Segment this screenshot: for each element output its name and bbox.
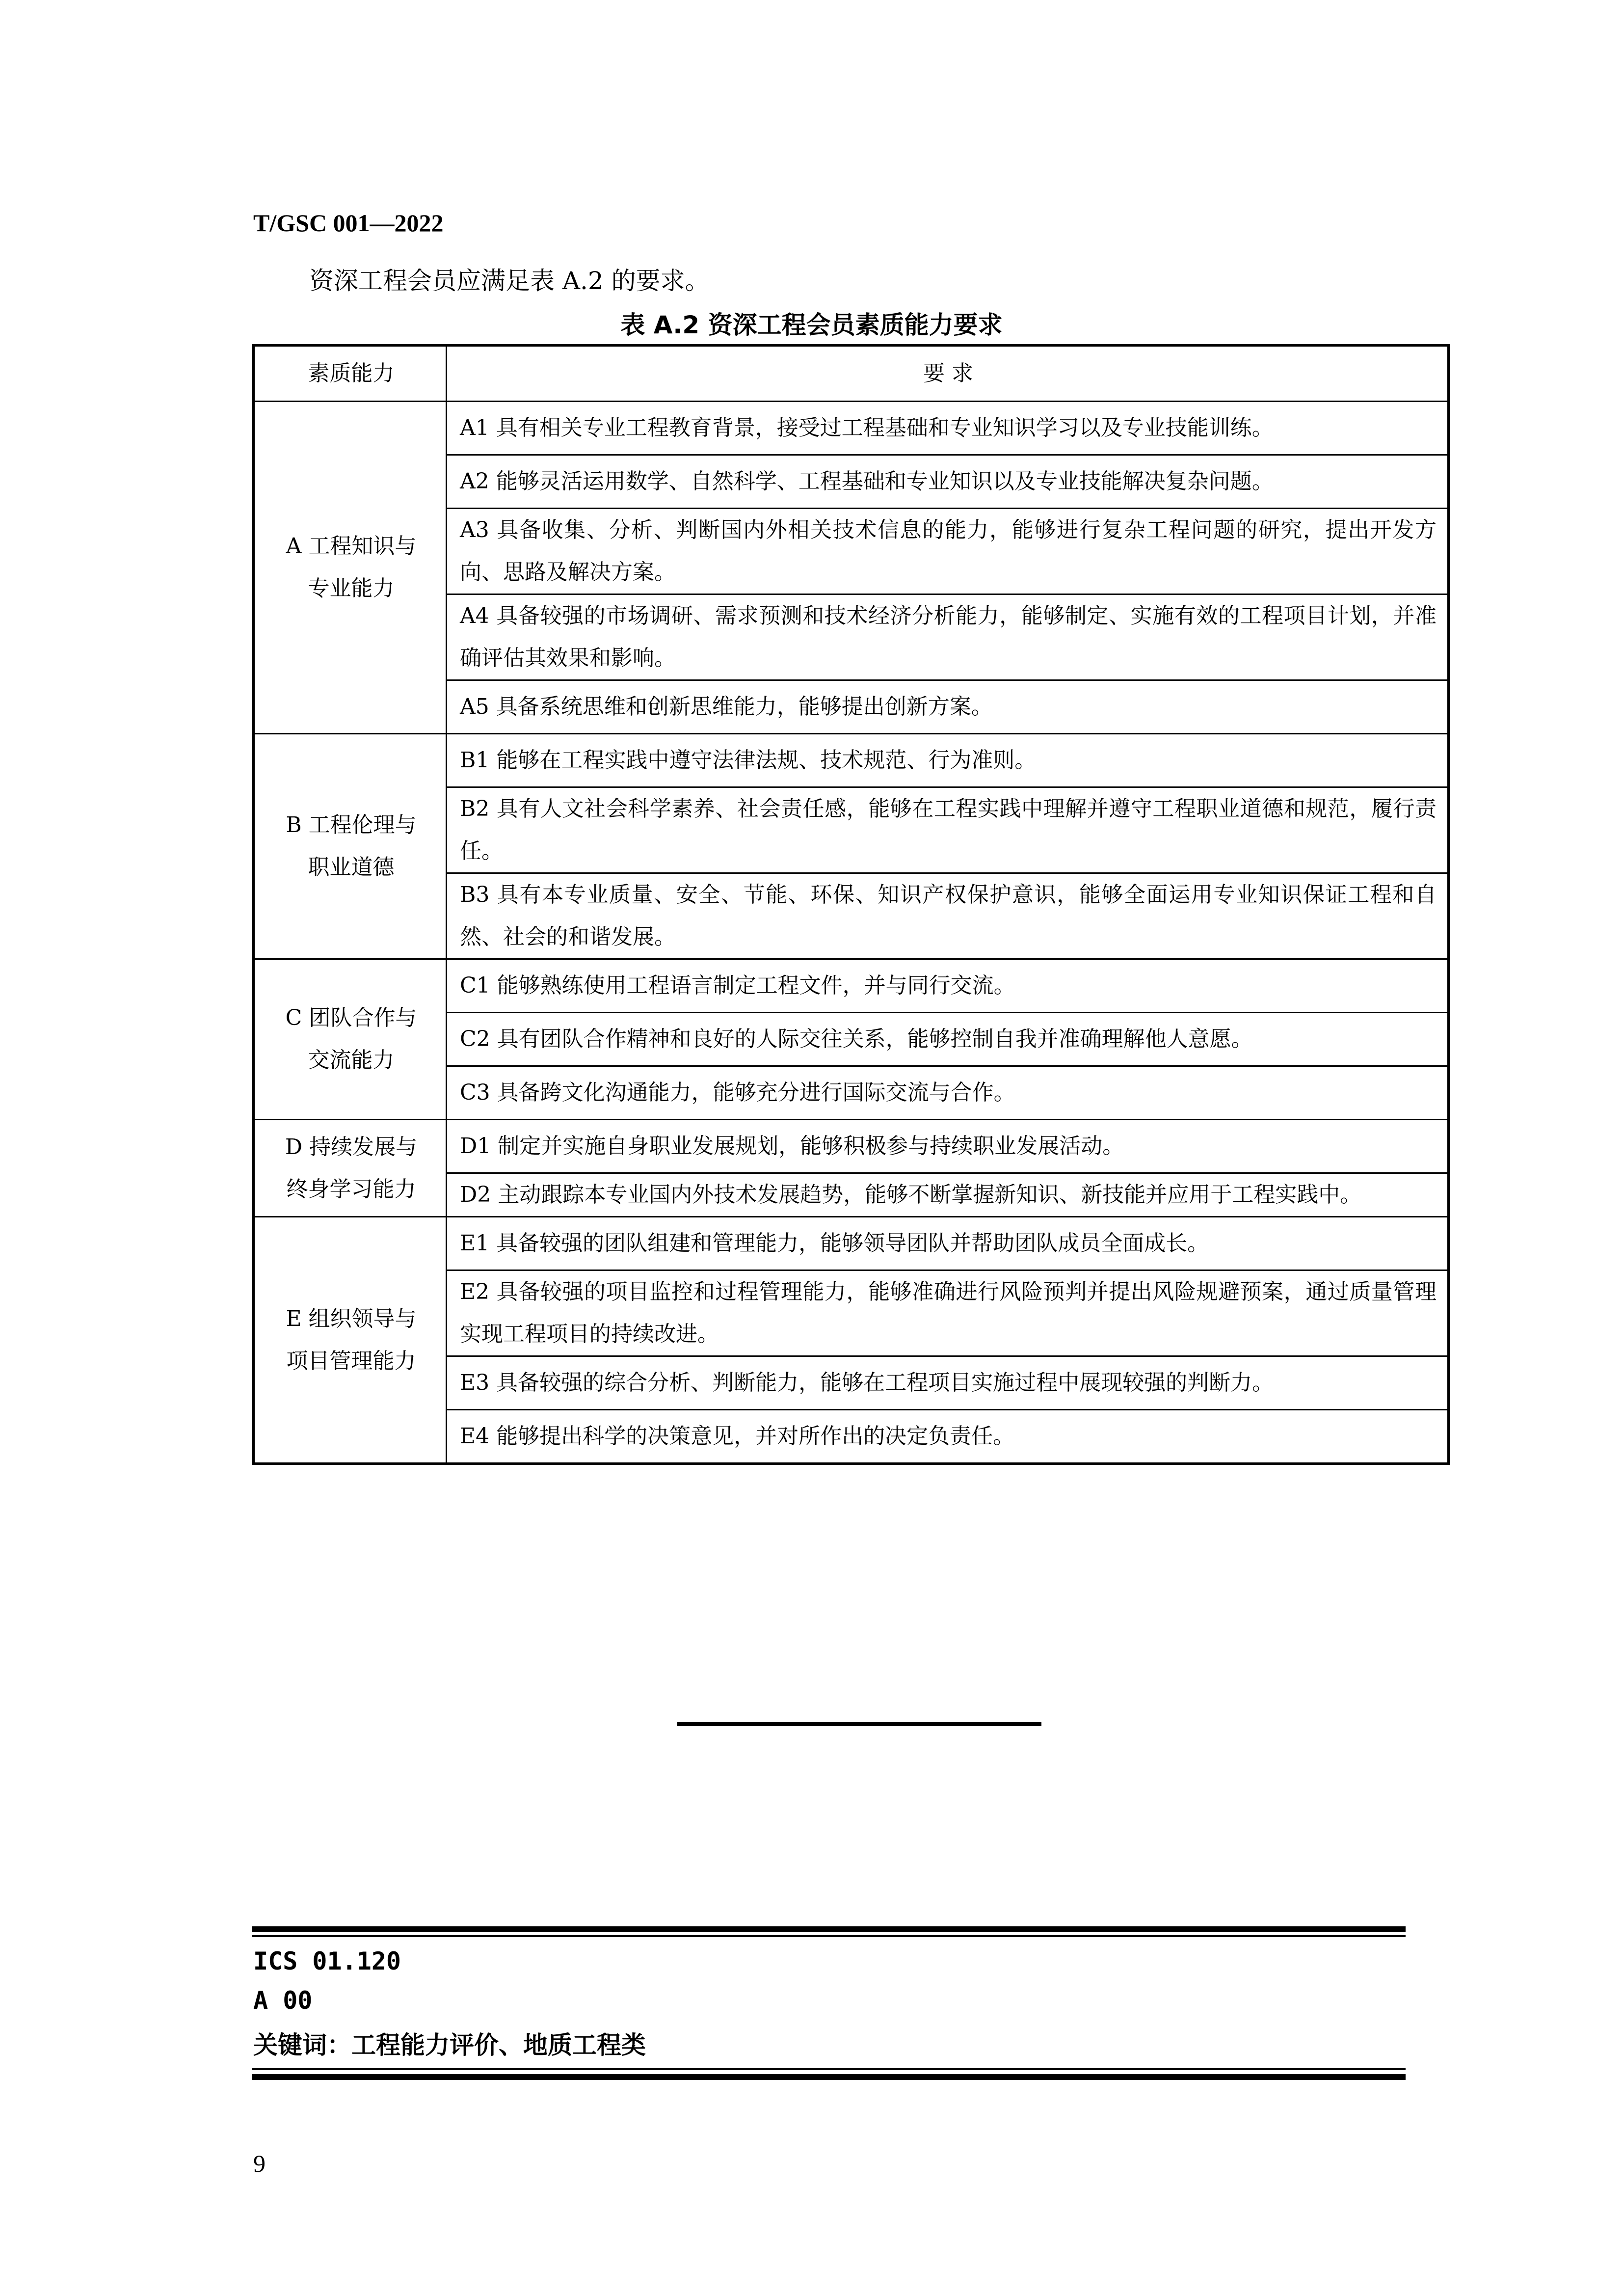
category-line: A 工程知识与	[286, 534, 417, 559]
requirement-cell: B3 具有本专业质量、安全、节能、环保、知识产权保护意识，能够全面运用专业知识保证工程和自然、社会的和谐发展。	[447, 873, 1449, 959]
category-line: 终身学习能力	[286, 1176, 416, 1202]
category-cell	[254, 1120, 447, 1217]
requirement-cell: D1 制定并实施自身职业发展规划，能够积极参与持续职业发展活动。	[447, 1120, 1449, 1173]
col-header-competency: 素质能力	[254, 346, 447, 402]
requirements-table	[252, 344, 1450, 1465]
ics-code: ICS 01.120	[253, 1947, 401, 1975]
category-line: 项目管理能力	[286, 1348, 416, 1374]
table-row	[254, 1120, 1449, 1173]
requirement-cell: A1 具有相关专业工程教育背景，接受过工程基础和专业知识学习以及专业技能训练。	[447, 402, 1449, 455]
requirement-cell: C1 能够熟练使用工程语言制定工程文件，并与同行交流。	[447, 959, 1449, 1013]
requirement-cell: E4 能够提出科学的决策意见，并对所作出的决定负责任。	[447, 1410, 1449, 1464]
end-of-standard-rule	[677, 1722, 1041, 1726]
category-line: E 组织领导与	[286, 1306, 417, 1331]
category-line: D 持续发展与	[285, 1134, 418, 1160]
standard-code: T/GSC 001—2022	[253, 209, 444, 237]
requirement-cell: E3 具备较强的综合分析、判断能力，能够在工程项目实施过程中展现较强的判断力。	[447, 1356, 1449, 1410]
table-title: 表 A.2 资深工程会员素质能力要求	[620, 311, 1003, 339]
category-line: 职业道德	[308, 855, 395, 880]
requirement-cell: A2 能够灵活运用数学、自然科学、工程基础和专业知识以及专业技能解决复杂问题。	[447, 455, 1449, 509]
table-row	[254, 1217, 1449, 1270]
requirement-cell: D2 主动跟踪本专业国内外技术发展趋势，能够不断掌握新知识、新技能并应用于工程实践中。	[447, 1173, 1449, 1217]
category-cell	[254, 734, 447, 959]
footer-top-thin-rule	[252, 1935, 1406, 1937]
footer-bottom-thick-rule	[252, 2074, 1406, 2080]
requirement-cell: E1 具备较强的团队组建和管理能力，能够领导团队并帮助团队成员全面成长。	[447, 1217, 1449, 1270]
requirement-cell: A3 具备收集、分析、判断国内外相关技术信息的能力，能够进行复杂工程问题的研究，提出开发方向、思路及解决方案。	[447, 509, 1449, 594]
page-number: 9	[253, 2150, 266, 2177]
table-row	[254, 959, 1449, 1013]
table-row	[254, 734, 1449, 787]
category-line: B 工程伦理与	[286, 812, 417, 837]
category-line: 专业能力	[308, 576, 395, 601]
requirement-cell: B1 能够在工程实践中遵守法律法规、技术规范、行为准则。	[447, 734, 1449, 787]
footer-top-thick-rule	[252, 1926, 1406, 1932]
category-cell	[254, 402, 447, 734]
table-header-row	[254, 346, 1449, 402]
requirement-cell: A5 具备系统思维和创新思维能力，能够提出创新方案。	[447, 680, 1449, 734]
table-row	[254, 402, 1449, 455]
category-cell	[254, 959, 447, 1120]
intro-text: 资深工程会员应满足表 A.2 的要求。	[309, 267, 710, 295]
requirement-cell: C2 具有团队合作精神和良好的人际交往关系，能够控制自我并准确理解他人意愿。	[447, 1013, 1449, 1066]
category-line: C 团队合作与	[285, 1005, 417, 1030]
keywords: 关键词：工程能力评价、地质工程类	[253, 2031, 646, 2059]
requirement-cell: C3 具备跨文化沟通能力，能够充分进行国际交流与合作。	[447, 1066, 1449, 1120]
requirement-cell: A4 具备较强的市场调研、需求预测和技术经济分析能力，能够制定、实施有效的工程项目计划，并准确评估其效果和影响。	[447, 594, 1449, 680]
category-cell	[254, 1217, 447, 1464]
requirement-cell: B2 具有人文社会科学素养、社会责任感，能够在工程实践中理解并遵守工程职业道德和规范，履行责任。	[447, 787, 1449, 873]
requirement-cell: E2 具备较强的项目监控和过程管理能力，能够准确进行风险预判并提出风险规避预案，通过质量管理实现工程项目的持续改进。	[447, 1270, 1449, 1356]
category-line: 交流能力	[308, 1048, 395, 1073]
col-header-requirements: 要 求	[447, 346, 1449, 402]
footer-bottom-thin-rule	[252, 2068, 1406, 2070]
ccs-code: A 00	[253, 1986, 313, 2015]
